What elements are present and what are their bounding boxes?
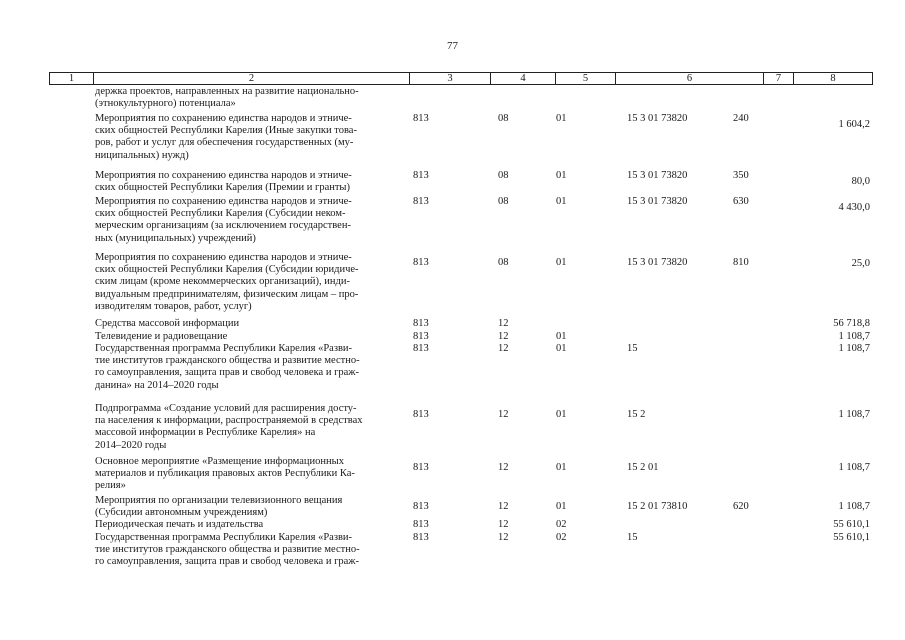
header-col-5: 5	[556, 73, 616, 84]
cell-c8: 25,0	[851, 258, 870, 269]
cell-c5: 02	[556, 519, 567, 530]
cell-c5: 01	[556, 331, 567, 342]
row-name-line: данина» на 2014–2020 годы	[95, 379, 219, 391]
row-name	[95, 196, 410, 245]
row-name-line: ниципальных) нужд)	[95, 149, 189, 161]
cell-c6: 15 3 01 73820	[627, 257, 688, 268]
row-name-line: ским лицам (кроме некоммерческих организаций), инди-	[95, 276, 350, 288]
cell-c7: 240	[733, 113, 749, 124]
row-name-line: Средства массовой информации	[95, 318, 240, 329]
header-col-1: 1	[50, 73, 94, 84]
row-name-line: ров, работ и услуг для обеспечения государственных (му-	[95, 137, 354, 149]
cell-c5: 01	[556, 257, 567, 268]
row-name-line: ских общностей Республики Карелия (Премии и гранты)	[95, 182, 350, 194]
header-col-6: 6	[616, 73, 764, 84]
cell-c5: 01	[556, 113, 567, 124]
cell-c4: 08	[498, 257, 509, 268]
cell-c6: 15	[627, 532, 638, 543]
cell-c3: 813	[413, 170, 429, 181]
cell-c5: 01	[556, 196, 567, 207]
row-name-line: 2014–2020 годы	[95, 439, 167, 451]
row-name-line: Государственная программа Республики Карелия «Разви-	[95, 532, 353, 543]
cell-c4: 12	[498, 532, 509, 543]
cell-c5: 01	[556, 170, 567, 181]
cell-c4: 12	[498, 462, 509, 473]
row-name-line: Мероприятия по организации телевизионного вещания	[95, 495, 343, 506]
row-name-line: мерческим организациям (за исключением государствен-	[95, 220, 351, 232]
cell-c6: 15 2 01	[627, 462, 659, 473]
cell-c8: 1 108,7	[838, 501, 870, 512]
cell-c3: 813	[413, 113, 429, 124]
cell-c4: 12	[498, 318, 509, 329]
row-name-line: ских общностей Республики Карелия (Субсидии юридиче-	[95, 264, 359, 276]
cell-c3: 813	[413, 519, 429, 530]
cell-c3: 813	[413, 196, 429, 207]
cell-c5: 01	[556, 462, 567, 473]
cell-c4: 12	[498, 331, 509, 342]
row-name-line: массовой информации в Республике Карелия» на	[95, 427, 316, 439]
cell-c8: 1 108,7	[838, 343, 870, 354]
row-name-line: ских общностей Республики Карелия (Иные закупки това-	[95, 125, 357, 137]
cell-c8: 56 718,8	[833, 318, 870, 329]
row-name-line: ных (муниципальных) учреждений)	[95, 232, 256, 244]
cell-c5: 01	[556, 409, 567, 420]
row-name-line: Мероприятия по сохранению единства народов и этниче-	[95, 170, 352, 181]
cell-c3: 813	[413, 318, 429, 329]
row-name-line: Мероприятия по сохранению единства народов и этниче-	[95, 113, 352, 124]
row-name-line: Мероприятия по сохранению единства народов и этниче-	[95, 252, 352, 263]
cell-c3: 813	[413, 343, 429, 354]
cell-c8: 1 604,2	[838, 119, 870, 130]
row-name	[95, 318, 410, 330]
row-name-line: держка проектов, направленных на развитие национально-	[95, 86, 359, 97]
cell-c4: 08	[498, 170, 509, 181]
page-number: 77	[447, 40, 458, 52]
row-name-line: материалов и публикация правовых актов Республики Ка-	[95, 468, 355, 480]
row-name	[95, 170, 410, 194]
row-name-line: Телевидение и радиовещание	[95, 331, 228, 342]
cell-c6: 15 2 01 73810	[627, 501, 688, 512]
cell-c8: 1 108,7	[838, 462, 870, 473]
cell-c3: 813	[413, 462, 429, 473]
header-col-4: 4	[491, 73, 556, 84]
row-name-line: изводителям товаров, работ, услуг)	[95, 300, 252, 312]
cell-c7: 810	[733, 257, 749, 268]
row-name	[95, 252, 410, 313]
cell-c3: 813	[413, 532, 429, 543]
cell-c8: 4 430,0	[838, 202, 870, 213]
cell-c7: 350	[733, 170, 749, 181]
cell-c8: 55 610,1	[833, 519, 870, 530]
cell-c5: 01	[556, 343, 567, 354]
cell-c8: 80,0	[851, 176, 870, 187]
row-name-line: го самоуправления, защита прав и свобод человека и граж-	[95, 556, 360, 568]
cell-c4: 08	[498, 196, 509, 207]
cell-c6: 15 2	[627, 409, 646, 420]
cell-c4: 12	[498, 519, 509, 530]
row-name-line: Основное мероприятие «Размещение информационных	[95, 456, 344, 467]
row-name-line: (этнокультурного) потенциала»	[95, 98, 236, 110]
cell-c8: 55 610,1	[833, 532, 870, 543]
row-name	[95, 519, 410, 531]
cell-c3: 813	[413, 409, 429, 420]
cell-c6: 15	[627, 343, 638, 354]
row-name	[95, 113, 410, 162]
row-name	[95, 495, 410, 519]
row-name-line: тие институтов гражданского общества и развитие местно-	[95, 544, 360, 556]
row-name-line: го самоуправления, защита прав и свобод человека и граж-	[95, 367, 360, 379]
cell-c4: 08	[498, 113, 509, 124]
cell-c4: 12	[498, 501, 509, 512]
cell-c3: 813	[413, 257, 429, 268]
row-name-line: па населения к информации, распространяемой в средствах	[95, 415, 363, 427]
cell-c5: 01	[556, 501, 567, 512]
row-name-line: (Субсидии автономным учреждениям)	[95, 507, 268, 519]
row-name	[95, 331, 410, 343]
row-name-line: Периодическая печать и издательства	[95, 519, 264, 530]
cell-c8: 1 108,7	[838, 409, 870, 420]
cell-c8: 1 108,7	[838, 331, 870, 342]
cell-c6: 15 3 01 73820	[627, 170, 688, 181]
row-name-line: ских общностей Республики Карелия (Субсидии неком-	[95, 208, 346, 220]
cell-c6: 15 3 01 73820	[627, 113, 688, 124]
cell-c4: 12	[498, 409, 509, 420]
row-name-line: Мероприятия по сохранению единства народов и этниче-	[95, 196, 352, 207]
cell-c5: 02	[556, 532, 567, 543]
header-col-8: 8	[830, 73, 836, 84]
cell-c4: 12	[498, 343, 509, 354]
row-name	[95, 456, 410, 493]
cell-c3: 813	[413, 331, 429, 342]
row-name	[95, 343, 410, 392]
row-name	[95, 403, 410, 452]
row-name-line: Подпрограмма «Создание условий для расширения досту-	[95, 403, 357, 414]
cell-c6: 15 3 01 73820	[627, 196, 688, 207]
header-col-7: 7	[764, 73, 794, 84]
row-name-line: тие институтов гражданского общества и развитие местно-	[95, 355, 360, 367]
cell-c7: 620	[733, 501, 749, 512]
header-col-2: 2	[94, 73, 410, 84]
row-name-line: видуальным предпринимателям, физическим лицам – про-	[95, 288, 359, 300]
cell-c7: 630	[733, 196, 749, 207]
row-name-line: Государственная программа Республики Карелия «Разви-	[95, 343, 353, 354]
row-name	[95, 532, 410, 569]
cell-c3: 813	[413, 501, 429, 512]
row-name-line: релия»	[95, 480, 126, 492]
header-col-3: 3	[410, 73, 491, 84]
row-name	[95, 86, 410, 110]
table-header	[49, 72, 873, 85]
